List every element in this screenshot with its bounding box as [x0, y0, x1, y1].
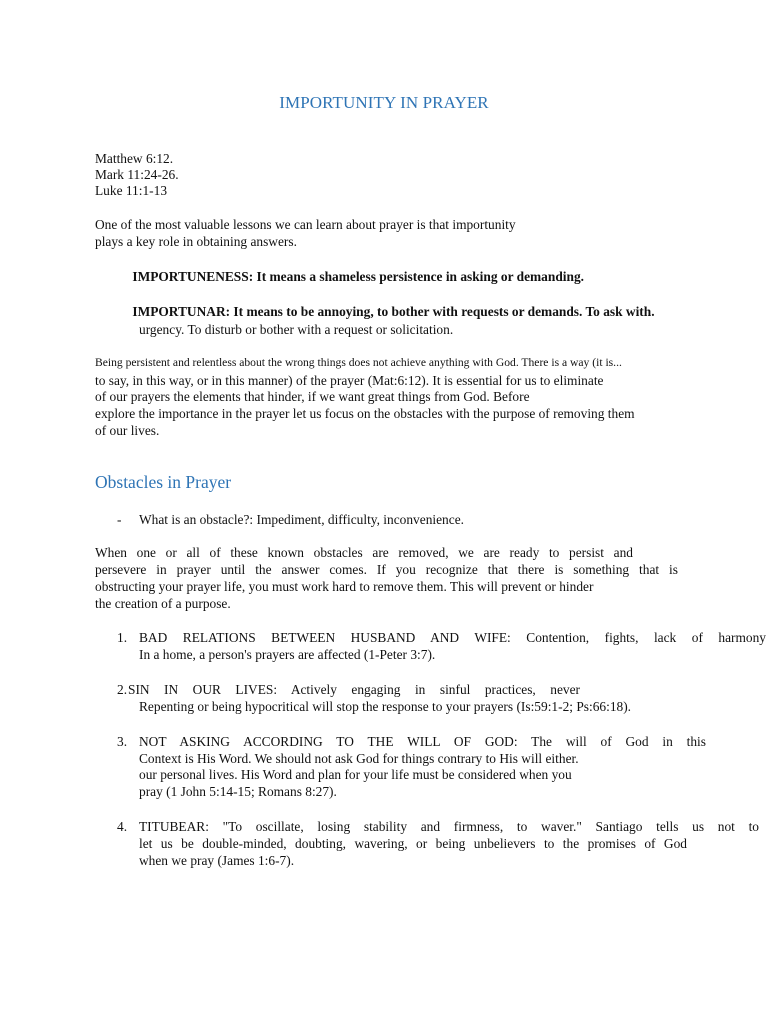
definition-importuneness [117, 268, 584, 285]
paragraph-line: of our prayers the elements that hinder, if we want great things from God. Before [95, 389, 530, 404]
reference-line: Matthew 6:12. [95, 151, 174, 166]
list-number: 4. [117, 819, 128, 834]
dash-marker: - [117, 512, 122, 527]
list-item-line: In a home, a person's prayers are affected (1-Peter 3:7). [139, 647, 436, 662]
list-item-line: pray (1 John 5:14-15; Romans 8:27). [139, 784, 337, 799]
list-item-line: when we pray (James 1:6-7). [139, 853, 295, 868]
list-item-line: our personal lives. His Word and plan for your life must be considered when you [139, 767, 572, 782]
paragraph-line: persevere in prayer until the answer comes. If you recognize that there is something that is [95, 562, 678, 577]
list-item-line: SIN IN OUR LIVES: Actively engaging in sinful practices, never [128, 682, 580, 697]
paragraph-small-line: Being persistent and relentless about the wrong things does not achieve anything with God. There is a way (it is... [95, 356, 622, 369]
definition-importunar [117, 303, 655, 320]
list-item-line: Repenting or being hypocritical will stop the response to your prayers (Is:59:1-2; Ps:66:18). [139, 699, 632, 714]
list-number: 2. [117, 682, 128, 697]
definition-text: IMPORTUNAR: It means to be annoying, to bother with requests or demands. To ask with. [132, 304, 655, 319]
list-item-line: NOT ASKING ACCORDING TO THE WILL OF GOD: The will of God in this [139, 734, 706, 749]
list-number: 1. [117, 630, 128, 645]
list-number: 3. [117, 734, 128, 749]
paragraph-line: obstructing your prayer life, you must work hard to remove them. This will prevent or hinder [95, 579, 594, 594]
intro-line: plays a key role in obtaining answers. [95, 234, 297, 249]
intro-line: One of the most valuable lessons we can learn about prayer is that importunity [95, 217, 516, 232]
dash-item-text: What is an obstacle?: Impediment, difficulty, inconvenience. [139, 512, 464, 527]
section-heading: Obstacles in Prayer [95, 472, 232, 492]
list-item-line: TITUBEAR: "To oscillate, losing stability and firmness, to waver." Santiago tells us not to [139, 819, 759, 834]
list-item-line: let us be double-minded, doubting, wavering, or being unbelievers to the promises of God [139, 836, 687, 851]
reference-line: Luke 11:1-13 [95, 183, 168, 198]
paragraph-line: When one or all of these known obstacles are removed, we are ready to persist and [95, 545, 633, 560]
definition-continuation: urgency. To disturb or bother with a request or solicitation. [139, 322, 454, 337]
list-item-line: Context is His Word. We should not ask God for things contrary to His will either. [139, 751, 579, 766]
document-title: IMPORTUNITY IN PRAYER [279, 93, 489, 112]
paragraph-line: to say, in this way, or in this manner) of the prayer (Mat:6:12). It is essential for us to eliminate [95, 373, 604, 388]
list-item-line: BAD RELATIONS BETWEEN HUSBAND AND WIFE: Contention, fights, lack of harmony [139, 630, 766, 645]
paragraph-line: of our lives. [95, 423, 160, 438]
paragraph-line: the creation of a purpose. [95, 596, 231, 611]
dash-item [117, 511, 121, 528]
reference-line: Mark 11:24-26. [95, 167, 179, 182]
definition-text: IMPORTUNENESS: It means a shameless persistence in asking or demanding. [132, 269, 584, 284]
paragraph-line: explore the importance in the prayer let us focus on the obstacles with the purpose of removing them [95, 406, 635, 421]
